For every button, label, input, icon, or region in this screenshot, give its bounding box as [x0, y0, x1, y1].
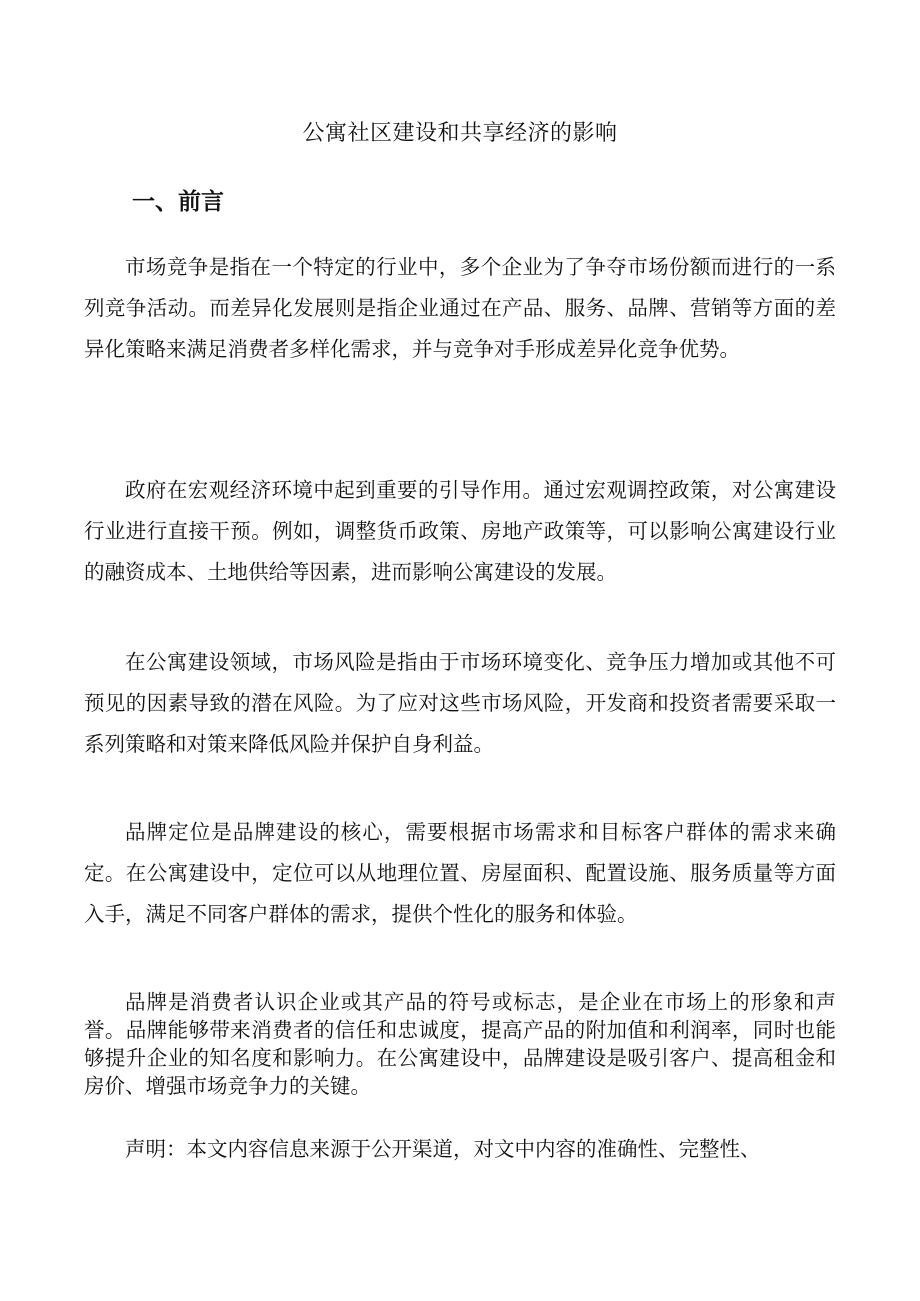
section-heading: 一、前言: [132, 189, 224, 215]
document-title: 公寓社区建设和共享经济的影响: [302, 121, 618, 146]
paragraph-market-competition: 市场竞争是指在一个特定的行业中，多个企业为了争夺市场份额而进行的一系列竞争活动。而差异化发展则是指企业通过在产品、服务、品牌、营销等方面的差异化策略来满足消费者多样化需求，并与竞争对手形成差异化竞争优势。: [84, 255, 836, 361]
paragraph-disclaimer: 声明：本文内容信息来源于公开渠道，对文中内容的准确性、完整性、: [125, 1137, 761, 1161]
paragraph-government-role: 政府在宏观经济环境中起到重要的引导作用。通过宏观调控政策，对公寓建设行业进行直接干预。例如，调整货币政策、房地产政策等，可以影响公寓建设行业的融资成本、土地供给等因素，进而影响公寓建设的发展。: [84, 478, 836, 584]
paragraph-brand-definition: 品牌是消费者认识企业或其产品的符号或标志，是企业在市场上的形象和声誉。品牌能够带来消费者的信任和忠诚度，提高产品的附加值和利润率，同时也能够提升企业的知名度和影响力。在公寓建设中，品牌建设是吸引客户、提高租金和房价、增强市场竞争力的关键。: [84, 990, 836, 1098]
paragraph-market-risk: 在公寓建设领域，市场风险是指由于市场环境变化、竞争压力增加或其他不可预见的因素导致的潜在风险。为了应对这些市场风险，开发商和投资者需要采取一系列策略和对策来降低风险并保护自身利益。: [84, 650, 836, 756]
paragraph-brand-positioning: 品牌定位是品牌建设的核心，需要根据市场需求和目标客户群体的需求来确定。在公寓建设中，定位可以从地理位置、房屋面积、配置设施、服务质量等方面入手，满足不同客户群体的需求，提供个性化的服务和体验。: [84, 820, 836, 926]
